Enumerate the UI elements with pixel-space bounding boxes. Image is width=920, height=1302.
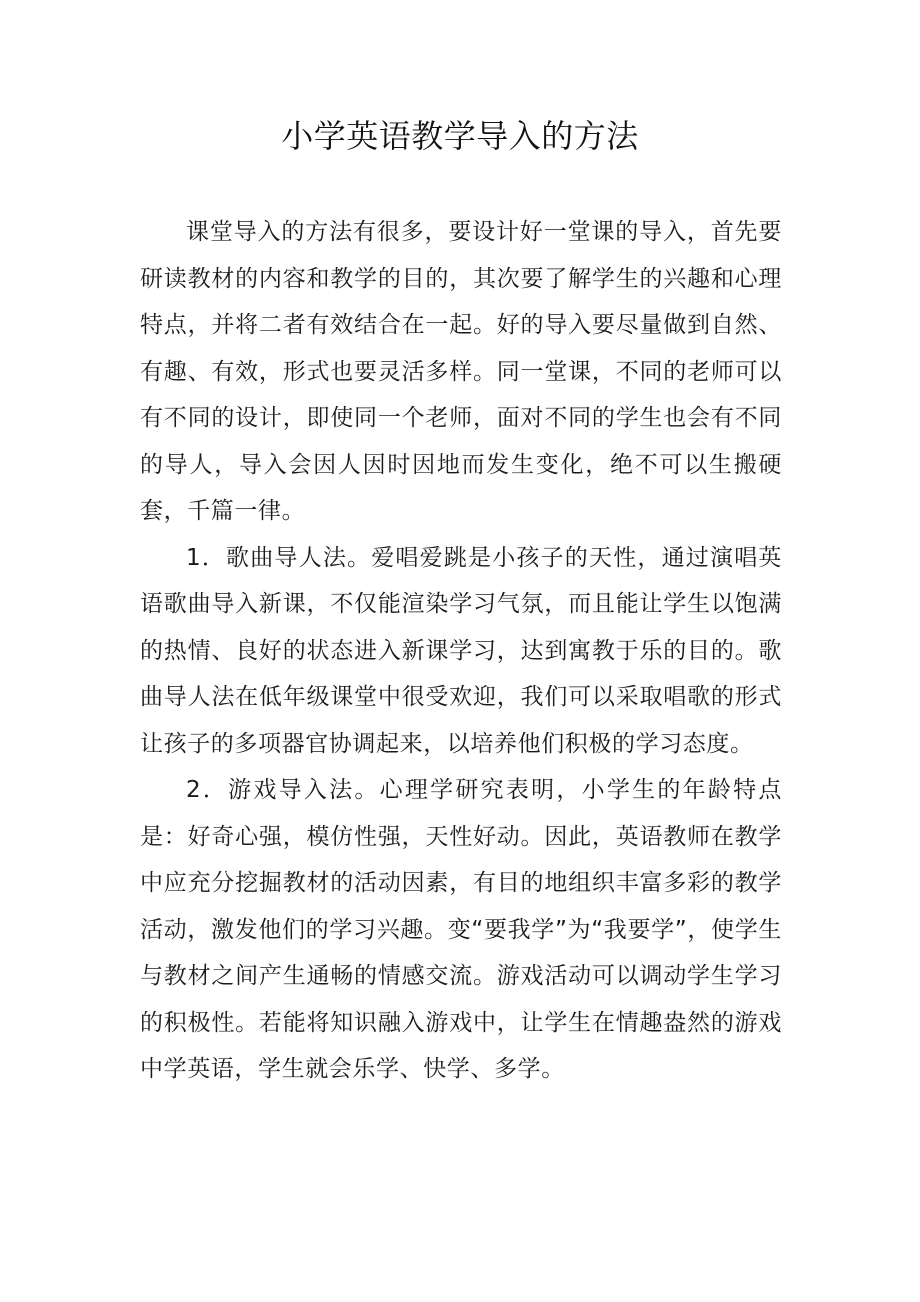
document-title: 小学英语教学导入的方法: [281, 117, 639, 155]
paragraph-song-method: 1．歌曲导人法。爱唱爱跳是小孩子的天性，通过演唱英语歌曲导入新课，不仅能渲染学习气氛，而且能让学生以饱满的热情、良好的状态进入新课学习，达到寓教于乐的目的。歌曲导人法在低年级课堂中很受欢迎，我们可以采取唱歌的形式让孩子的多项器官协调起来，以培养他们积极的学习态度。: [140, 544, 782, 757]
document-body: [140, 209, 782, 1093]
paragraph-game-method: 2．游戏导入法。心理学研究表明，小学生的年龄特点是：好奇心强，模仿性强，天性好动。因此，英语教师在教学中应充分挖掘教材的活动因素，有目的地组织丰富多彩的教学活动，激发他们的学习兴趣。变“要我学”为“我要学”，使学生与教材之间产生通畅的情感交流。游戏活动可以调动学生学习的积极性。若能将知识融入游戏中，让学生在情趣盎然的游戏中学英语，学生就会乐学、快学、多学。: [140, 777, 782, 1082]
paragraph-intro: 课堂导入的方法有很多，要设计好一堂课的导入，首先要研读教材的内容和教学的目的，其次要了解学生的兴趣和心理特点，并将二者有效结合在一起。好的导入要尽量做到自然、有趣、有效，形式也要灵活多样。同一堂课，不同的老师可以有不同的设计，即使同一个老师，面对不同的学生也会有不同的导人，导入会因人因时因地而发生变化，绝不可以生搬硬套，千篇一律。: [140, 219, 782, 524]
